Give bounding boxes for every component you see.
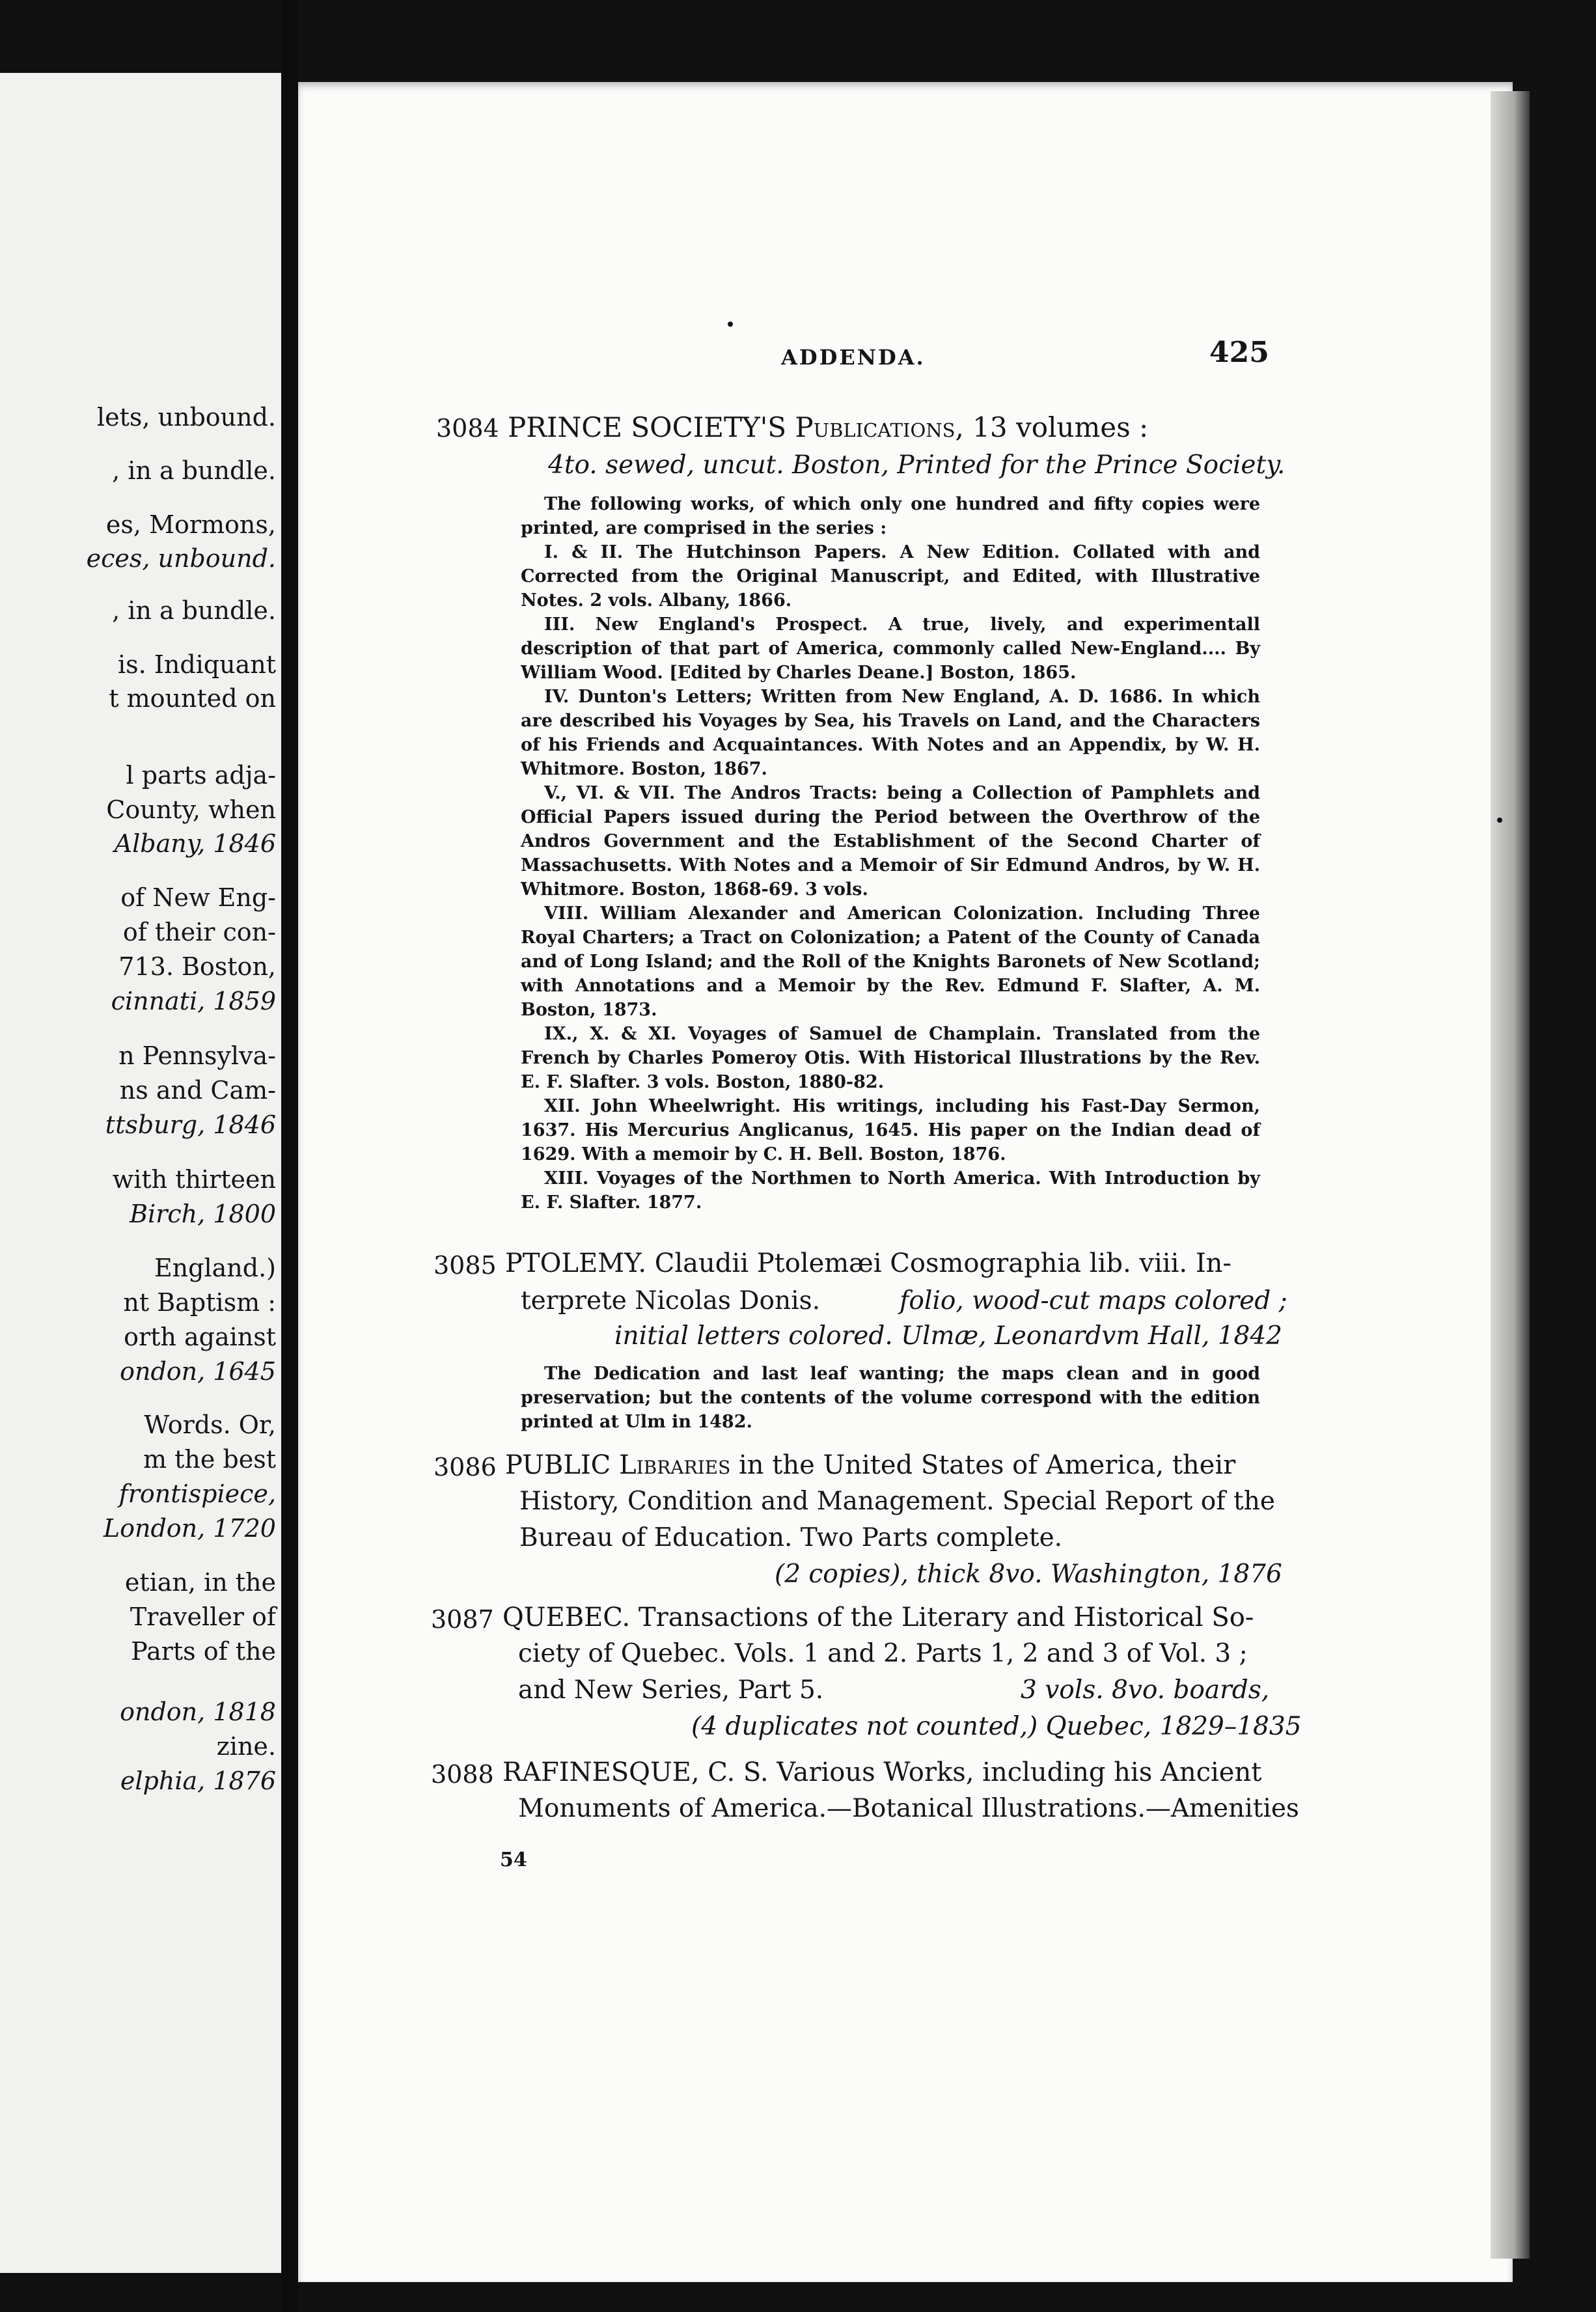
left-text-fragment: elphia, 1876	[120, 1767, 276, 1795]
entry-line: Monuments of America.—Botanical Illustrations.—Amenities	[518, 1794, 1299, 1823]
signature-mark: 54	[500, 1849, 527, 1871]
note-paragraph: XIII. Voyages of the Northmen to North America. With Introduction by E. F. Slafter. 1877.	[521, 1168, 1260, 1213]
note-paragraph: V., VI. & VII. The Andros Tracts: being a Collection of Pamphlets and Official Papers issued during the Period between the Overthrow of the Andros Government and the Establishment of the Second Charter of Massachusetts. With Notes and a Memoir of Sir Edmund Andros, by W. H. Whitmore. Boston, 1868-69. 3 vols.	[521, 783, 1260, 900]
entry-line: terprete Nicolas Donis.	[521, 1286, 821, 1315]
left-text-fragment: ondon, 1645	[120, 1357, 276, 1386]
note-paragraph: IX., X. & XI. Voyages of Samuel de Champlain. Translated from the French by Charles Pomeroy Otis. With Historical Illustrations by the Rev. E. F. Slafter. 3 vols. Boston, 1880-82.	[521, 1024, 1260, 1092]
entry-notes	[521, 1362, 1260, 1434]
left-text-fragment: nt Baptism :	[123, 1288, 276, 1317]
left-text-fragment: m the best	[143, 1445, 276, 1474]
entry-line: and New Series, Part 5.	[518, 1675, 824, 1705]
entry-number: 3085	[433, 1251, 497, 1280]
left-text-fragment: Traveller of	[130, 1603, 276, 1631]
note-paragraph: VIII. William Alexander and American Colonization. Including Three Royal Charters; a Tract on Colonization; a Patent of the County of Canada and of Long Island; and the Roll of the Knights Baronets of New Scotland; with Annotations and a Memoir by the Rev. Edmund F. Slafter, A. M. Boston, 1873.	[521, 903, 1260, 1020]
book-gutter	[281, 0, 298, 2312]
page-number: 425	[1209, 336, 1269, 369]
entry-line: History, Condition and Management. Special Report of the	[519, 1487, 1275, 1516]
running-title: ADDENDA.	[781, 345, 926, 370]
entry-format: 3 vols. 8vo. boards,	[1021, 1675, 1270, 1705]
entry-format: folio, wood-cut maps colored ;	[900, 1286, 1287, 1315]
entry-heading: PRINCE SOCIETY'S	[508, 411, 787, 443]
speck	[1497, 818, 1502, 823]
left-text-fragment: n Pennsylva-	[118, 1041, 276, 1070]
note-paragraph: The following works, of which only one hundred and fifty copies were printed, are comprised in the series :	[521, 494, 1260, 538]
left-text-fragment: of New Eng-	[120, 883, 276, 912]
left-text-fragment: zine.	[216, 1732, 276, 1761]
left-text-fragment: frontispiece,	[118, 1479, 276, 1508]
entry-heading-smallcaps: Libraries	[619, 1450, 731, 1480]
entry-line: ciety of Quebec. Vols. 1 and 2. Parts 1, 2 and 3 of Vol. 3 ;	[518, 1639, 1248, 1668]
note-paragraph: III. New England's Prospect. A true, lively, and experimentall description of that part of America, commonly called New-England.... By William Wood. [Edited by Charles Deane.] Boston, 1865.	[521, 614, 1260, 683]
entry-number: 3086	[433, 1453, 497, 1481]
left-page-fragment	[0, 73, 283, 2273]
entry-title-line: QUEBEC. Transactions of the Literary and Historical So-	[502, 1603, 1254, 1632]
entry-imprint: (2 copies), thick 8vo. Washington, 1876	[775, 1560, 1282, 1589]
note-paragraph: I. & II. The Hutchinson Papers. A New Edition. Collated with and Corrected from the Original Manuscript, and Edited, with Illustrative Notes. 2 vols. Albany, 1866.	[521, 542, 1260, 611]
entry-heading-rest: , 13 volumes :	[955, 411, 1149, 443]
note-paragraph: The Dedication and last leaf wanting; the maps clean and in good preservation; but the contents of the volume correspond with the edition printed at Ulm in 1482.	[521, 1364, 1260, 1432]
entry-line: Bureau of Education. Two Parts complete.	[519, 1523, 1063, 1552]
left-text-fragment: t mounted on	[109, 684, 276, 713]
left-text-fragment: Birch, 1800	[130, 1200, 276, 1228]
entry-title-line	[505, 1450, 1235, 1480]
entry-title-line	[508, 411, 1148, 443]
left-text-fragment: lets, unbound.	[96, 403, 276, 432]
speck	[728, 322, 733, 327]
left-text-fragment: ttsburg, 1846	[105, 1110, 276, 1139]
left-text-fragment: cinnati, 1859	[111, 987, 276, 1015]
left-text-fragment: Words. Or,	[144, 1411, 276, 1439]
left-text-fragment: County, when	[106, 795, 276, 824]
left-text-fragment: of their con-	[122, 918, 276, 946]
page-edge	[1491, 91, 1530, 2259]
left-text-fragment: es, Mormons,	[105, 510, 276, 539]
entry-number: 3088	[431, 1760, 494, 1789]
entry-imprint: (4 duplicates not counted,) Quebec, 1829–1835	[691, 1712, 1302, 1741]
entry-title-line: PTOLEMY. Claudii Ptolemæi Cosmographia lib. viii. In-	[505, 1248, 1231, 1278]
entry-number: 3084	[436, 414, 499, 443]
left-text-fragment: eces, unbound.	[86, 544, 276, 573]
entry-heading: PUBLIC	[505, 1450, 611, 1480]
left-text-fragment: 713. Boston,	[118, 952, 276, 981]
left-text-fragment: with thirteen	[112, 1165, 276, 1194]
left-text-fragment: ns and Cam-	[119, 1076, 276, 1105]
entry-imprint: 4to. sewed, uncut. Boston, Printed for the Prince Society.	[548, 450, 1286, 480]
left-text-fragment: l parts adja-	[126, 761, 276, 790]
entry-number: 3087	[431, 1605, 494, 1634]
left-text-fragment: London, 1720	[103, 1514, 276, 1543]
entry-imprint: initial letters colored. Ulmæ, Leonardvm Hall, 1842	[614, 1321, 1282, 1351]
entry-title-line: RAFINESQUE, C. S. Various Works, including his Ancient	[502, 1757, 1262, 1787]
note-paragraph: IV. Dunton's Letters; Written from New England, A. D. 1686. In which are described his Voyages by Sea, his Travels on Land, and the Characters of his Friends and Acquaintances. With Notes and an Appendix, by W. H. Whitmore. Boston, 1867.	[521, 687, 1260, 779]
entry-heading-smallcaps: Publications	[795, 411, 956, 443]
left-text-fragment: ondon, 1818	[120, 1698, 276, 1726]
note-paragraph: XII. John Wheelwright. His writings, including his Fast-Day Sermon, 1637. His Mercurius Anglicanus, 1645. His paper on the Indian dead of 1629. With a memoir by C. H. Bell. Boston, 1876.	[521, 1096, 1260, 1164]
left-text-fragment: Albany, 1846	[114, 829, 276, 858]
entry-heading-rest: in the United States of America, their	[730, 1450, 1236, 1480]
left-text-fragment: , in a bundle.	[112, 596, 276, 625]
left-text-fragment: , in a bundle.	[112, 456, 276, 485]
left-text-fragment: etian, in the	[124, 1568, 276, 1597]
left-text-fragment: Parts of the	[131, 1637, 276, 1666]
left-text-fragment: England.)	[154, 1254, 276, 1282]
left-text-fragment: orth against	[124, 1323, 276, 1351]
left-text-fragment: is. Indiquant	[118, 650, 276, 679]
entry-notes	[521, 492, 1260, 1215]
